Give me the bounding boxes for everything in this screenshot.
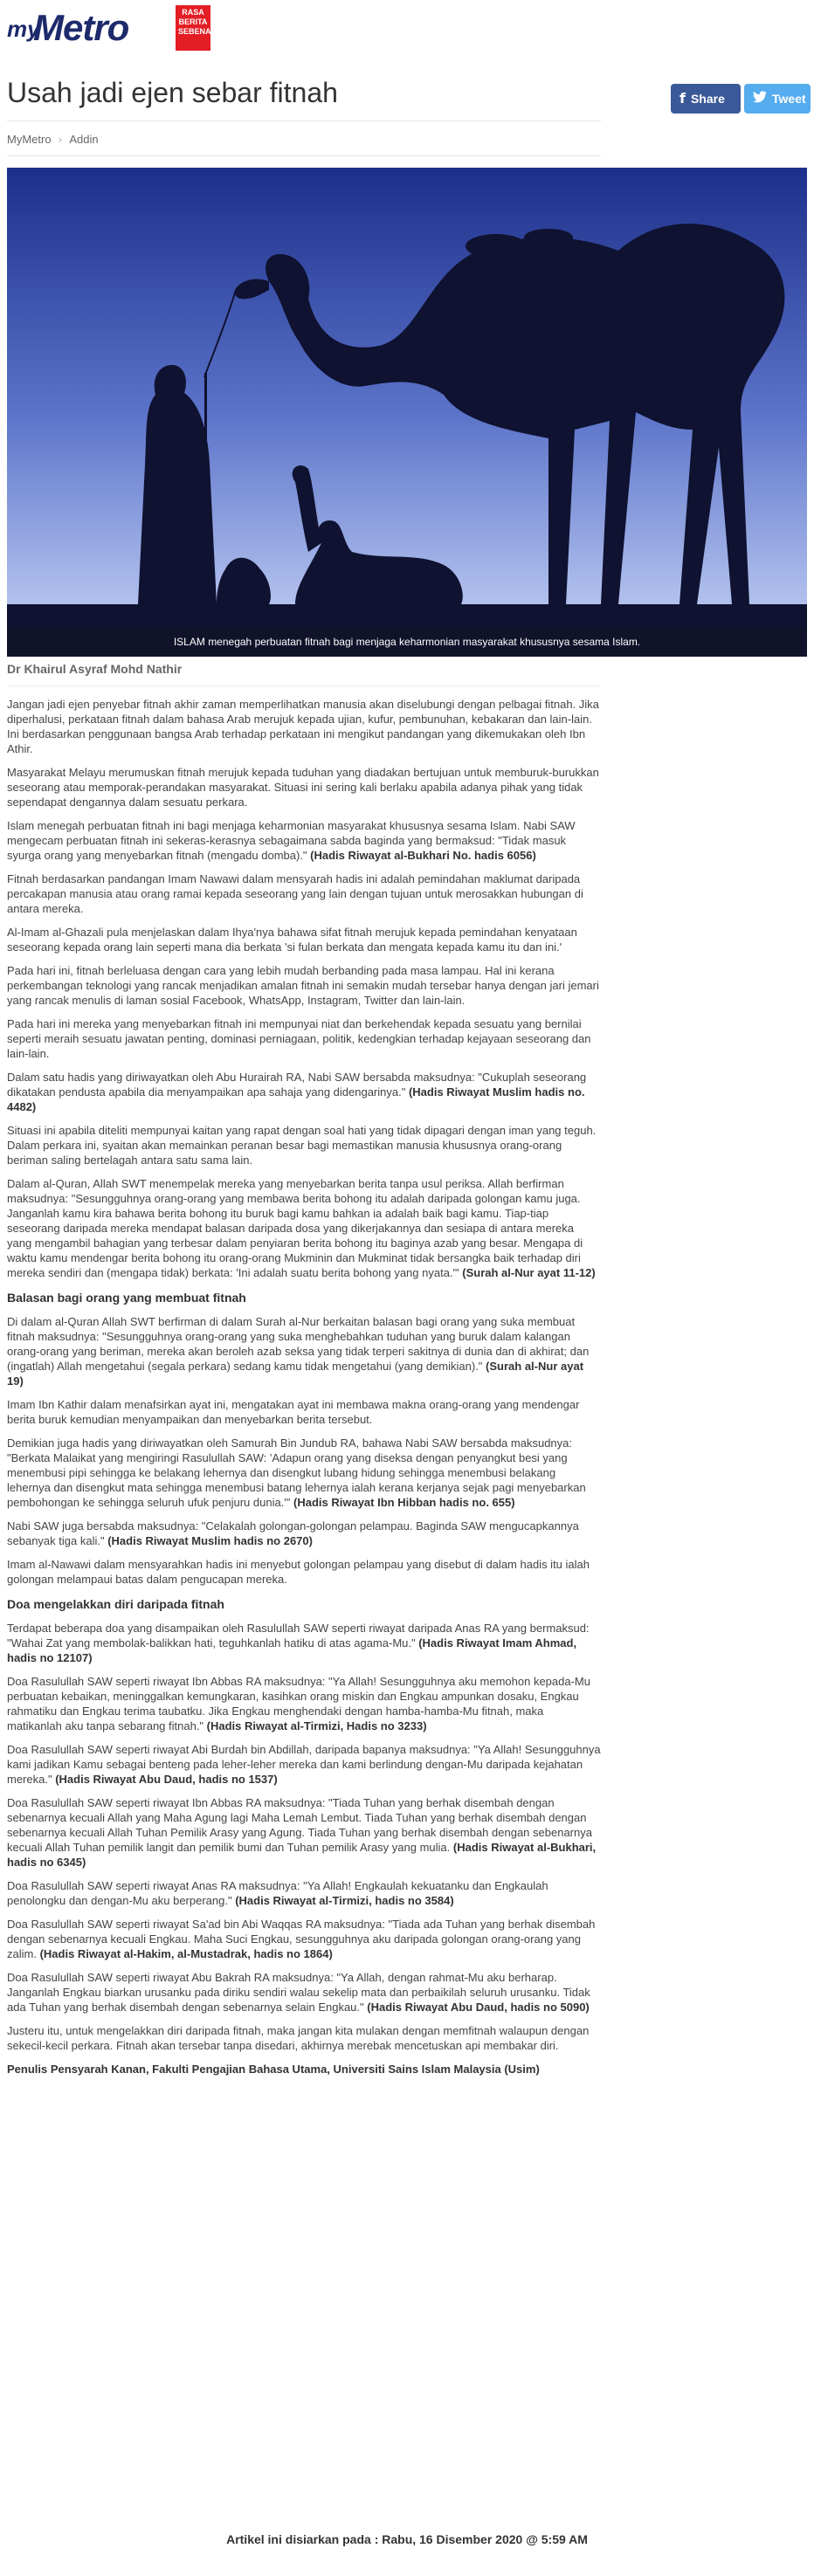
citation-reference: (Hadis Riwayat Imam Ahmad, hadis no 12107) bbox=[7, 1636, 577, 1664]
facebook-share-button[interactable] bbox=[671, 84, 741, 114]
paragraph-text: Di dalam al-Quran Allah SWT berfirman di dalam Surah al-Nur berkaitan balasan bagi orang yang suka membuat fitnah maksudnya: "Sesungguhnya orang-orang yang suka menghebahkan tuduhan yang buruk dalam kalangan orang-orang yang beriman, mereka akan beroleh azab seksa yang tidak terperi sakitnya di dunia dan di akhirat; dan (ingatlah) Allah mengetahui (segala perkara) sedang kamu tidak mengetahui (yang demikian)." bbox=[7, 1315, 590, 1373]
paragraph-text: Pada hari ini, fitnah berleluasa dengan cara yang lebih mudah berbanding pada masa lampau. Hal ini kerana perkembangan teknologi yang rancak menjadikan amalan fitnah ini semakin mudah tersebar hanya dengan jari jemari yang rancak menulis di laman sosial Facebook, WhatsApp, Instagram, Twitter dan lain-lain. bbox=[7, 964, 599, 1007]
site-header bbox=[0, 0, 814, 61]
paragraph-text: Justeru itu, untuk mengelakkan diri daripada fitnah, maka jangan kita mulakan dengan memfitnah walaupun dengan sekecil-kecil perkara. Fitnah akan tersebar tanpa disedari, akhirnya merebak mencetuskan api membakar diri. bbox=[7, 2024, 590, 2052]
citation-reference: (Hadis Riwayat Muslim hadis no. 4482) bbox=[7, 1085, 585, 1113]
article-paragraph bbox=[7, 765, 601, 809]
paragraph-text: Jangan jadi ejen penyebar fitnah akhir zaman memperlihatkan manusia akan diselubungi dengan pelbagai fitnah. Jika diperhalusi, perkataan fitnah dalam bahasa Arab merujuk kepada ujian, kufur, pembunuhan, kebakaran dan lain-lain. Ini berdasarkan penggunaan bangsa Arab terhadap perkataan ini mengikut pandangan yang dikemukakan oleh Ibn Athir. bbox=[7, 698, 599, 755]
article-paragraph bbox=[7, 1878, 601, 1908]
article-paragraph bbox=[7, 697, 601, 756]
article-paragraph bbox=[7, 1176, 601, 1280]
article-paragraph bbox=[7, 1621, 601, 1665]
twitter-tweet-button[interactable] bbox=[744, 84, 811, 114]
article-paragraph bbox=[7, 963, 601, 1008]
logo-tagline: RASA BERITA SEBENAR bbox=[176, 5, 210, 51]
article-paragraph bbox=[7, 1397, 601, 1427]
citation-reference: (Hadis Riwayat al-Tirmizi, hadis no 3584) bbox=[235, 1894, 454, 1907]
paragraph-text: Doa Rasulullah SAW seperti riwayat Ibn Abbas RA maksudnya: "Tiada Tuhan yang berhak disembah dengan sebenarnya kecuali Allah yang Maha Agung lagi Maha Lemah Lembut. Tiada Tuhan yang berhak disembah dengan sebenarnya kecuali Allah Tuhan Pemilik Arasy yang Agung. Tiada Tuhan yang berhak disembah dengan sebenarnya kecuali Allah Tuhan pemilik langit dan pemilik bumi dan Tuhan pemilik Arasy yang mulia. bbox=[7, 1796, 592, 1854]
citation-reference: (Hadis Riwayat al-Bukhari, hadis no 6345) bbox=[7, 1841, 597, 1869]
citation-reference: (Hadis Riwayat Abu Daud, hadis no 1537) bbox=[55, 1773, 278, 1786]
citation-reference: (Hadis Riwayat Ibn Hibban hadis no. 655) bbox=[293, 1496, 515, 1509]
paragraph-text: Fitnah berdasarkan pandangan Imam Nawawi dalam mensyarah hadis ini adalah pemindahan maklumat daripada percakapan manusia atau orang ramai kepada seseorang yang lain dengan tujuan untuk merosakkan hubungan di antara mereka. bbox=[7, 872, 583, 915]
article-paragraph bbox=[7, 1557, 601, 1587]
facebook-icon: f bbox=[679, 90, 686, 107]
article-hero-image bbox=[7, 168, 807, 657]
article-paragraph bbox=[7, 1795, 601, 1870]
mymetro-logo[interactable] bbox=[7, 5, 234, 47]
article-paragraph bbox=[7, 1917, 601, 1961]
citation-reference: (Surah al-Nur ayat 11-12) bbox=[462, 1266, 596, 1279]
article-paragraph bbox=[7, 1123, 601, 1167]
citation-reference: (Hadis Riwayat al-Bukhari No. hadis 6056) bbox=[310, 849, 536, 862]
published-date: Artikel ini disiarkan pada : Rabu, 16 Disember 2020 @ 5:59 AM bbox=[226, 2532, 588, 2546]
paragraph-text: Pada hari ini mereka yang menyebarkan fitnah ini mempunyai niat dan berkehendak kepada sesuatu yang bernilai seperti meraih sesuatu jawatan penting, dominasi perniagaan, politik, kedengkian terhadap kejayaan seseorang dan lain-lain. bbox=[7, 1017, 591, 1060]
paragraph-text: Terdapat beberapa doa yang disampaikan oleh Rasulullah SAW seperti riwayat daripada Anas RA yang bermaksud: "Wahai Zat yang membolak-balikkan hati, teguhkanlah hatiku di atas agama-Mu." bbox=[7, 1622, 590, 1650]
citation-reference: (Surah al-Nur ayat 19) bbox=[7, 1360, 584, 1388]
article-paragraph bbox=[7, 2062, 601, 2077]
article-paragraph bbox=[7, 1519, 601, 1548]
paragraph-text: Doa Rasulullah SAW seperti riwayat Anas RA maksudnya: "Ya Allah! Engkaulah kekuatanku dan Engkaulah penolongku dan dengan-Mu aku berperang." bbox=[7, 1879, 548, 1907]
article-paragraph bbox=[7, 2023, 601, 2053]
paragraph-text: Doa Rasulullah SAW seperti riwayat Abi Burdah bin Abdillah, daripada bapanya maksudnya: "Ya Allah! Sesungguhnya kami jadikan Kamu sebagai benteng pada leher-leher mereka dan kami berlindung dengan-Mu daripada kejahatan mereka." bbox=[7, 1743, 601, 1786]
paragraph-text: Doa Rasulullah SAW seperti riwayat Abu Bakrah RA maksudnya: "Ya Allah, dengan rahmat-Mu aku berharap. Janganlah Engkau biarkan urusanku pada diriku sendiri walau sekelip mata dan perbaikilah seluruh urusanku. Tidak ada Tuhan yang berhak disembah dengan sebenarnya selain Engkau." bbox=[7, 1971, 590, 2014]
paragraph-text: Al-Imam al-Ghazali pula menjelaskan dalam Ihya'nya bahawa sifat fitnah merujuk kepada pemindahan kenyataan seseorang kepada orang lain seperti mana dia berkata 'si fulan berkata dan mengata kepada kamu itu dan ini.' bbox=[7, 926, 577, 954]
article-paragraph bbox=[7, 925, 601, 954]
breadcrumb-divider bbox=[7, 155, 601, 156]
paragraph-text: Doa Rasulullah SAW seperti riwayat Sa'ad bin Abi Waqqas RA maksudnya: "Tiada ada Tuhan yang berhak disembah dengan sebenarnya kecuali Engkau. Maha Suci Engkau, sesungguhnya aku daripada golongan orang-orang yang zalim. bbox=[7, 1918, 596, 1960]
paragraph-text: Dalam satu hadis yang diriwayatkan oleh Abu Hurairah RA, Nabi SAW bersabda maksudnya: "Cukuplah seseorang dikatakan pendusta apabila dia menyampaikan apa sahaja yang didengarinya." bbox=[7, 1071, 587, 1099]
article-paragraph bbox=[7, 1314, 601, 1388]
twitter-tweet-label: Tweet bbox=[772, 92, 806, 106]
paragraph-text: Situasi ini apabila diteliti mempunyai kaitan yang rapat dengan soal hati yang tidak dipagari dengan iman yang teguh. Dalam perkara ini, syaitan akan memainkan peranan besar bagi memastikan manusia khususnya orang-orang beriman saling bertelagah antara satu sama lain. bbox=[7, 1124, 597, 1167]
paragraph-text: Dalam al-Quran, Allah SWT menempelak mereka yang menyebarkan berita tanpa usul periksa. Allah berfirman maksudnya: "Sesungguhnya orang-orang yang membawa berita bohong itu adalah daripada golongan kamu juga. Janganlah kamu kira bahawa berita bohong itu buruk bagi kamu bahkan ia adalah baik bagi kamu. Tiap-tiap seseorang daripada mereka mendapat balasan daripada dosa yang dikerjakannya dan sesiapa di antara mereka yang mengambil bahagian yang terbesar dalam penyiaran berita bohong itu baginya azab yang besar. Mengapa di waktu kamu mendengar berita bohong itu orang-orang Mukminin dan Mukminat tidak bersangka baik terhadap diri mereka sendiri dan (mengapa tidak) berkata: 'Ini adalah suatu berita bohong yang nyata.'" bbox=[7, 1177, 583, 1279]
article-paragraph bbox=[7, 871, 601, 916]
paragraph-text: Doa Rasulullah SAW seperti riwayat Ibn Abbas RA maksudnya: "Ya Allah! Sesungguhnya aku memohon kepada-Mu perbuatan kebaikan, meninggalkan kemungkaran, kasihkan orang miskin dan Engkau ampunkan dosaku, Engkau rahmatiku dan Engkau terima taubatku. Jika Engkau menghendaki dengan hamba-hamba-Mu fitnah, maka matikanlah aku tanpa sebarang fitnah." bbox=[7, 1675, 590, 1732]
article-paragraph bbox=[7, 1970, 601, 2015]
paragraph-text: Masyarakat Melayu merumuskan fitnah merujuk kepada tuduhan yang diadakan bertujuan untuk memburuk-burukkan seseorang atau memporak-perandakan masyarakat. Situasi ini sering kali berlaku apabila adanya pihak yang tidak sependapat dengannya dalam sesuatu perkara. bbox=[7, 766, 599, 809]
logo-metro-text: Metro bbox=[33, 7, 129, 48]
article-paragraph bbox=[7, 1674, 601, 1733]
article-title: Usah jadi ejen sebar fitnah bbox=[7, 77, 338, 108]
article-body bbox=[7, 662, 601, 2085]
article-paragraph bbox=[7, 1070, 601, 1114]
section-heading: Doa mengelakkan diri daripada fitnah bbox=[7, 1597, 224, 1611]
logo-my-text: my bbox=[7, 16, 40, 42]
article-paragraph bbox=[7, 818, 601, 863]
paragraph-text: Imam Ibn Kathir dalam menafsirkan ayat ini, mengatakan ayat ini membawa makna orang-orang yang mendengar berita buruk kemudian menyampaikan dan menyebarkan berita tersebut. bbox=[7, 1398, 580, 1426]
paragraph-text: Nabi SAW juga bersabda maksudnya: "Celakalah golongan-golongan pelampau. Baginda SAW mengucapkannya sebanyak tiga kali." bbox=[7, 1519, 579, 1547]
chevron-right-icon: › bbox=[58, 133, 63, 146]
article-paragraphs bbox=[7, 697, 601, 2077]
paragraph-text: Imam al-Nawawi dalam mensyarahkan hadis ini menyebut golongan pelampau yang disebut di dalam hadis itu ialah golongan melampaui batas dalam pengucapan mereka. bbox=[7, 1558, 590, 1586]
author-affiliation: Penulis Pensyarah Kanan, Fakulti Pengajian Bahasa Utama, Universiti Sains Islam Malaysia (Usim) bbox=[7, 2063, 540, 2076]
paragraph-text: Islam menegah perbuatan fitnah ini bagi menjaga keharmonian masyarakat khususnya sesama Islam. Nabi SAW mengecam perbuatan fitnah ini sekeras-kerasnya sebagaimana sabda baginda yang bermaksud: "Tidak masuk syurga orang yang menyebarkan fitnah (mengadu domba)." bbox=[7, 819, 576, 862]
breadcrumb-item-addin[interactable]: Addin bbox=[69, 133, 99, 146]
citation-reference: (Hadis Riwayat Muslim hadis no 2670) bbox=[107, 1534, 313, 1547]
facebook-share-label: Share bbox=[690, 92, 725, 106]
author-name: Dr Khairul Asyraf Mohd Nathir bbox=[7, 662, 601, 686]
citation-reference: (Hadis Riwayat al-Hakim, al-Mustadrak, hadis no 1864) bbox=[39, 1947, 333, 1960]
image-caption: ISLAM menegah perbuatan fitnah bagi menjaga keharmonian masyarakat khususnya sesama Islam. bbox=[7, 627, 807, 657]
camel-silhouette-image bbox=[7, 168, 807, 657]
breadcrumb-item-mymetro[interactable]: MyMetro bbox=[7, 133, 52, 146]
citation-reference: (Hadis Riwayat Abu Daud, hadis no 5090) bbox=[367, 2001, 590, 2014]
article-paragraph bbox=[7, 1436, 601, 1510]
section-heading: Balasan bagi orang yang membuat fitnah bbox=[7, 1291, 246, 1305]
article-paragraph bbox=[7, 1016, 601, 1061]
article-paragraph bbox=[7, 1742, 601, 1787]
citation-reference: (Hadis Riwayat al-Tirmizi, Hadis no 3233) bbox=[206, 1719, 427, 1732]
paragraph-text: Demikian juga hadis yang diriwayatkan oleh Samurah Bin Jundub RA, bahawa Nabi SAW bersabda maksudnya: "Berkata Malaikat yang mengiringi Rasulullah SAW: 'Adapun orang yang diseksa dengan penyangkut besi yang menembusi pipi sehingga ke belakang lehernya dan disengkut lubang hidung sehingga menembusi belakang lehernya dan disengkut mata sehingga menembusi batang lehernya ialah kerana kerjanya sejak pagi menyebarkan pembohongan ke sehingga seluruh ufuk penjuru dunia.'" bbox=[7, 1436, 586, 1509]
twitter-icon bbox=[753, 84, 767, 114]
breadcrumb bbox=[7, 133, 99, 146]
